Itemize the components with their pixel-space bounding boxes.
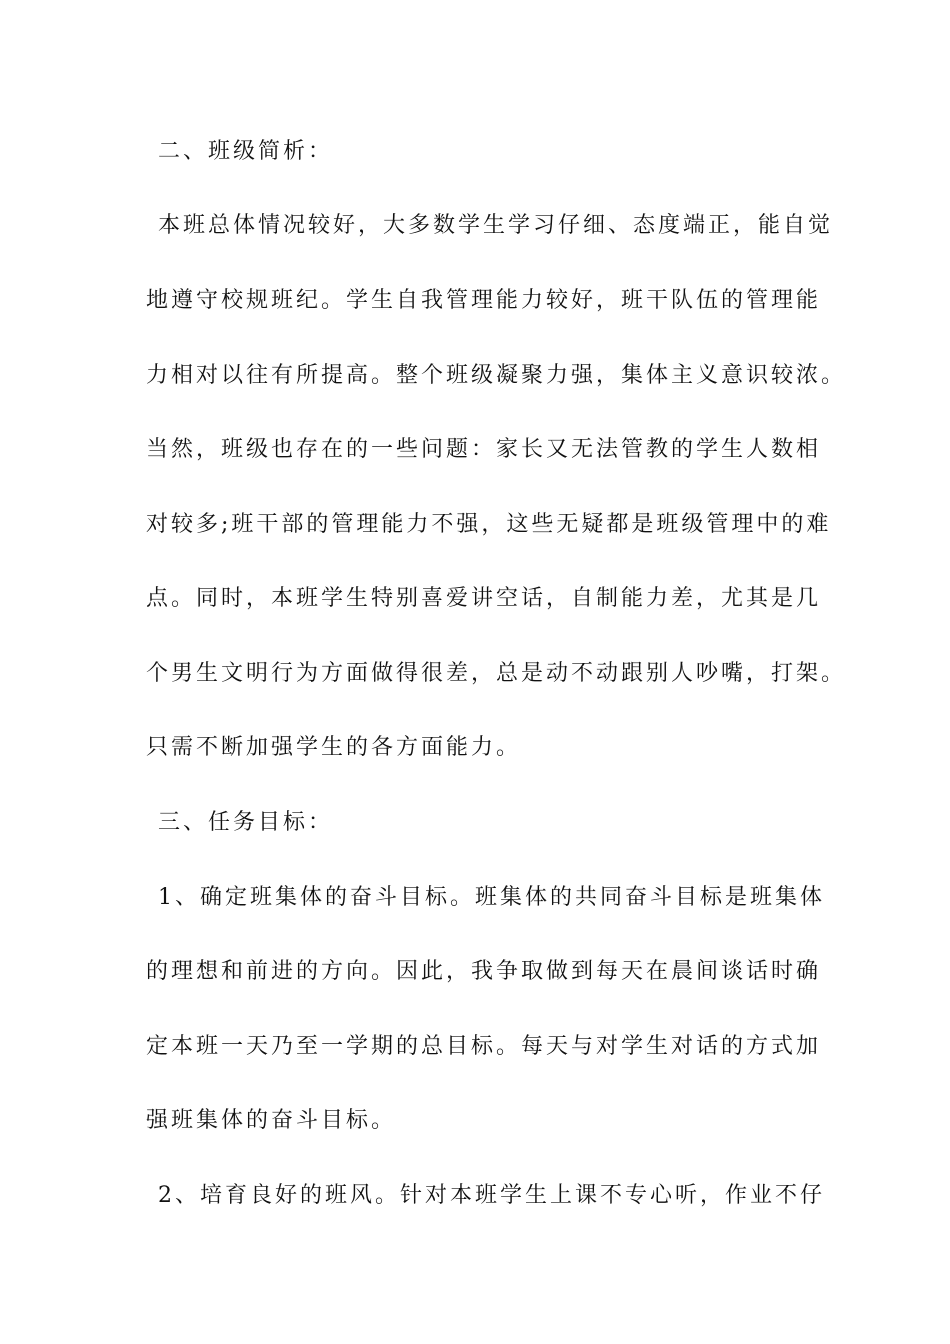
section-heading-task-goals: 三、任务目标： bbox=[158, 810, 334, 835]
paragraph-line: 个男生文明行为方面做得很差，总是动不动跟别人吵嘴，打架。 bbox=[146, 661, 847, 686]
paragraph-line: 强班集体的奋斗目标。 bbox=[146, 1108, 397, 1133]
paragraph-line: 力相对以往有所提高。整个班级凝聚力强，集体主义意识较浓。 bbox=[146, 363, 847, 388]
paragraph-line: 的理想和前进的方向。因此，我争取做到每天在晨间谈话时确 bbox=[146, 959, 822, 984]
paragraph-line: 本班总体情况较好，大多数学生学习仔细、态度端正，能自觉 bbox=[158, 213, 834, 238]
section-heading-class-analysis: 二、班级简析： bbox=[158, 139, 334, 164]
paragraph-line: 定本班一天乃至一学期的总目标。每天与对学生对话的方式加 bbox=[146, 1034, 822, 1059]
paragraph-line: 2、培育良好的班风。针对本班学生上课不专心听，作业不仔 bbox=[158, 1183, 825, 1208]
paragraph-line: 只需不断加强学生的各方面能力。 bbox=[146, 735, 522, 760]
paragraph-line: 当然，班级也存在的一些问题：家长又无法管教的学生人数相 bbox=[146, 437, 822, 462]
paragraph-line: 点。同时，本班学生特别喜爱讲空话，自制能力差，尤其是几 bbox=[146, 586, 822, 611]
paragraph-line: 地遵守校规班纪。学生自我管理能力较好，班干队伍的管理能 bbox=[146, 288, 822, 313]
paragraph-line: 对较多;班干部的管理能力不强，这些无疑都是班级管理中的难 bbox=[146, 512, 832, 537]
paragraph-line: 1、确定班集体的奋斗目标。班集体的共同奋斗目标是班集体 bbox=[158, 885, 825, 910]
